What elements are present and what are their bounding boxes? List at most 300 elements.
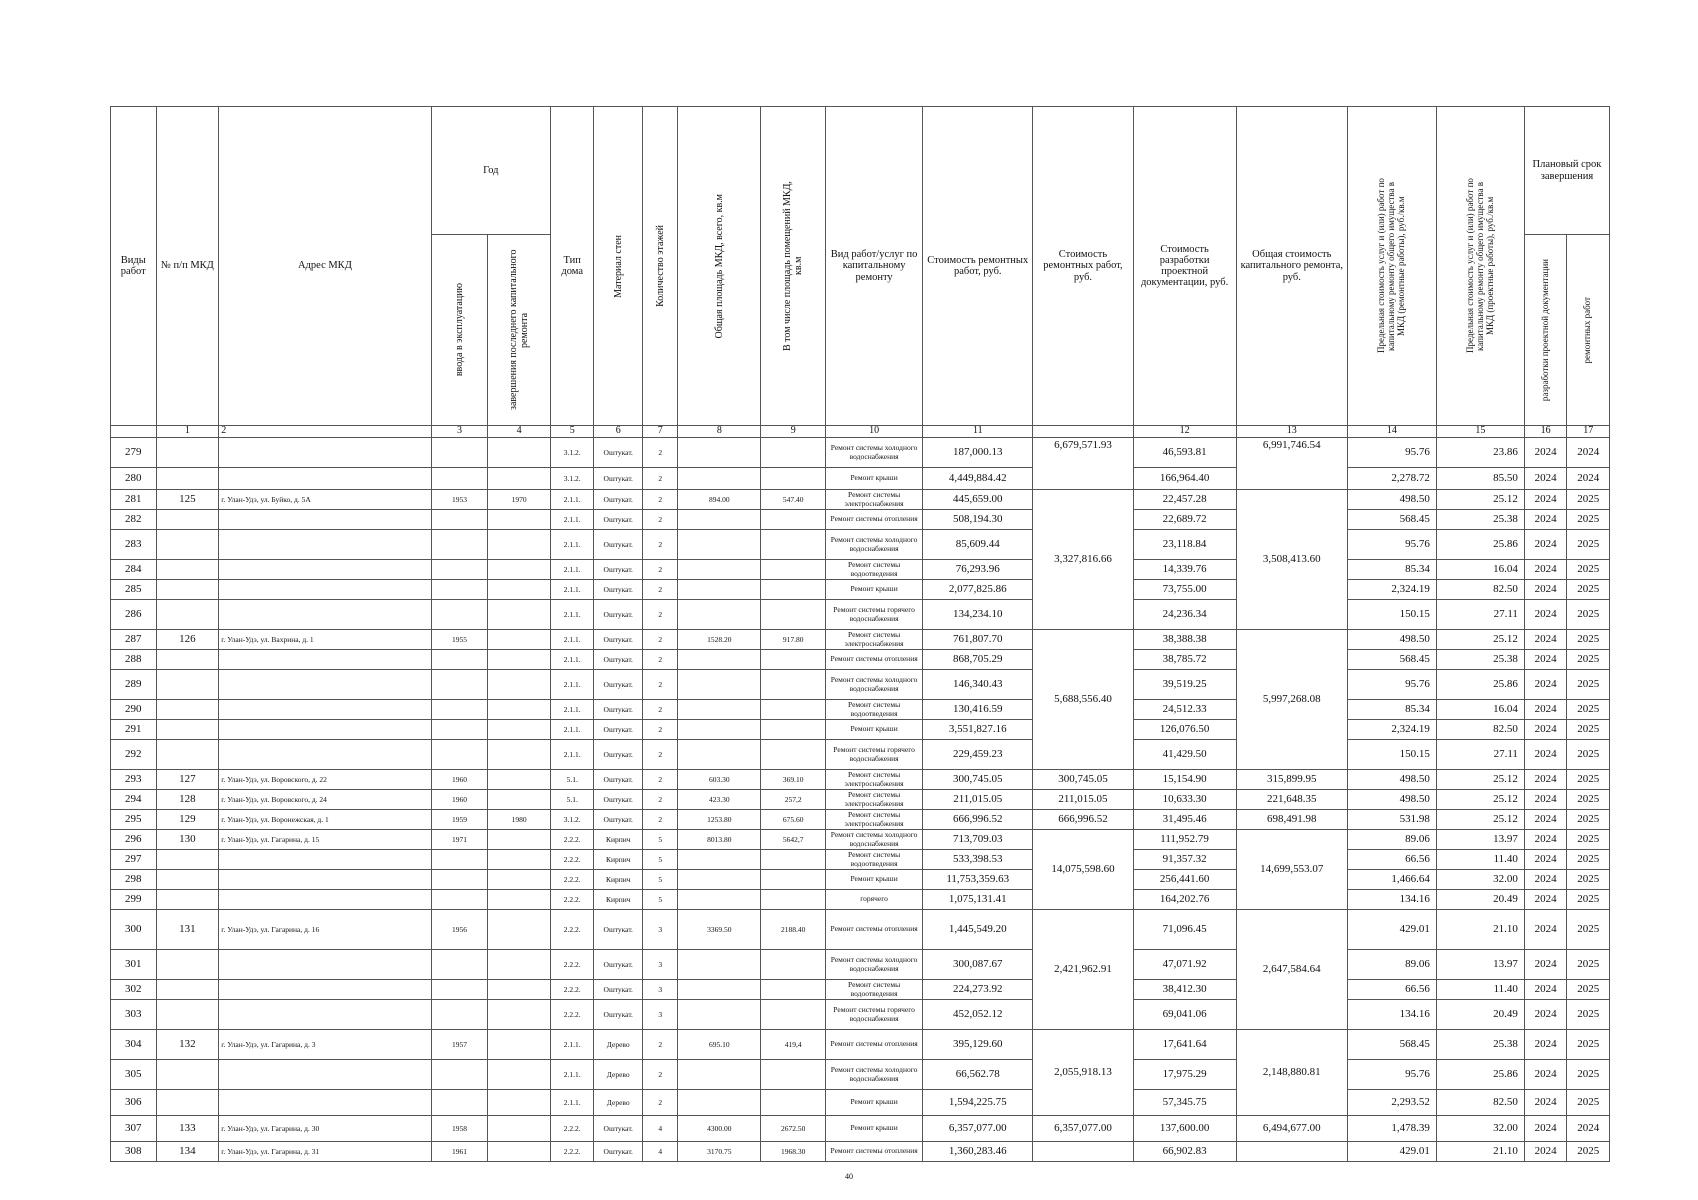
table-row [111,1000,1610,1030]
table-row [111,740,1610,770]
cell-work: горячего [826,890,923,910]
cell-cost: 300,087.67 [923,950,1033,980]
cell-addr: г. Улан-Удэ, ул. Вахрина, д. 1 [219,630,431,650]
cell-cost: 452,052.12 [923,1000,1033,1030]
group-repair-cost: 14,075,598.60 [1033,830,1133,910]
cell-fl: 2 [643,560,678,580]
col-num: 1 [156,426,219,438]
cell-n: 305 [111,1060,157,1090]
cell-n: 285 [111,580,157,600]
table-row [111,1090,1610,1116]
cell-area [678,1000,761,1030]
cell-p16: 2024 [1524,740,1566,770]
cell-proj: 164,202.76 [1133,890,1236,910]
col-num: 6 [594,426,643,438]
cell-lw: 2,324.19 [1347,580,1436,600]
table-row [111,890,1610,910]
cell-p17: 2025 [1567,810,1610,830]
cell-cost: 1,360,283.46 [923,1142,1033,1162]
cell-tip: 2.1.1. [550,670,593,700]
cell-n: 289 [111,670,157,700]
cell-vvod [431,1060,488,1090]
cell-lp: 11.40 [1436,850,1524,870]
table-row [111,670,1610,700]
cell-p17: 2025 [1567,790,1610,810]
cell-tip: 2.1.1. [550,510,593,530]
cell-tip: 2.1.1. [550,700,593,720]
col-num: 12 [1133,426,1236,438]
cell-proj: 24,512.33 [1133,700,1236,720]
cell-work: Ремонт системы водоотведения [826,560,923,580]
cell-np [156,580,219,600]
cell-cost: 761,807.70 [923,630,1033,650]
group-total-cost: 221,648.35 [1236,790,1347,810]
cell-area: 4300.00 [678,1116,761,1142]
cell-work: Ремонт системы электроснабжения [826,490,923,510]
cell-n: 300 [111,910,157,950]
cell-proj: 46,593.81 [1133,438,1236,468]
cell-addr [219,870,431,890]
table-row [111,870,1610,890]
cell-proj: 38,412.30 [1133,980,1236,1000]
col-num: 15 [1436,426,1524,438]
cell-zav [488,910,551,950]
cell-lw: 89.06 [1347,950,1436,980]
table-row [111,600,1610,630]
cell-p16: 2024 [1524,890,1566,910]
cell-mat: Оштукат. [594,490,643,510]
cell-zav [488,1116,551,1142]
cell-area: 1528.20 [678,630,761,650]
cell-area [678,530,761,560]
cell-vvod [431,850,488,870]
cell-proj: 15,154.90 [1133,770,1236,790]
cell-p16: 2024 [1524,700,1566,720]
cell-mat: Кирпич [594,850,643,870]
cell-p17: 2025 [1567,1142,1610,1162]
table-row [111,790,1610,810]
cell-fl: 3 [643,980,678,1000]
cell-pom: 419,4 [761,1030,826,1060]
cell-mat: Дерево [594,1030,643,1060]
cell-fl: 2 [643,1090,678,1116]
cell-work: Ремонт системы отопления [826,1142,923,1162]
table-row [111,560,1610,580]
cell-zav [488,950,551,980]
cell-mat: Оштукат. [594,630,643,650]
cell-zav [488,530,551,560]
cell-lw: 429.01 [1347,1142,1436,1162]
cell-p16: 2024 [1524,1142,1566,1162]
cell-tip: 2.2.2. [550,910,593,950]
cell-proj: 38,388.38 [1133,630,1236,650]
cell-p16: 2024 [1524,870,1566,890]
cell-n: 291 [111,720,157,740]
cell-zav: 1980 [488,810,551,830]
cell-np [156,1000,219,1030]
cell-fl: 2 [643,510,678,530]
cell-lp: 25.12 [1436,790,1524,810]
group-total-cost: 2,647,584.64 [1236,910,1347,1030]
cell-zav [488,740,551,770]
table-body [111,438,1610,1162]
col-num: 16 [1524,426,1566,438]
cell-work: Ремонт системы холодного водоснабжения [826,1060,923,1090]
cell-n: 298 [111,870,157,890]
cell-fl: 2 [643,530,678,560]
cell-mat: Оштукат. [594,950,643,980]
cell-vvod: 1960 [431,770,488,790]
header-address: Адрес МКД [219,107,431,426]
cell-fl: 2 [643,438,678,468]
cell-tip: 2.1.1. [550,1060,593,1090]
header-total-cost: Общая стоимость капитального ремонта, руб. [1236,107,1347,426]
cell-np [156,650,219,670]
cell-lw: 568.45 [1347,510,1436,530]
cell-lw: 531.98 [1347,810,1436,830]
cell-lw: 568.45 [1347,650,1436,670]
cell-zav [488,1000,551,1030]
cell-zav [488,438,551,468]
cell-pom [761,438,826,468]
table-row [111,530,1610,560]
col-num: 4 [488,426,551,438]
group-total-cost: 2,148,880.81 [1236,1030,1347,1116]
cell-work: Ремонт системы холодного водоснабжения [826,670,923,700]
cell-fl: 5 [643,890,678,910]
cell-n: 297 [111,850,157,870]
cell-vvod [431,468,488,490]
cell-lw: 2,293.52 [1347,1090,1436,1116]
cell-p16: 2024 [1524,770,1566,790]
table-row [111,770,1610,790]
col-num: 14 [1347,426,1436,438]
cell-p16: 2024 [1524,1060,1566,1090]
group-total-cost: 315,899.95 [1236,770,1347,790]
cell-addr: г. Улан-Удэ, ул. Воронежская, д. 1 [219,810,431,830]
cell-area [678,1060,761,1090]
cell-tip: 2.2.2. [550,1142,593,1162]
cell-vvod [431,890,488,910]
cell-lw: 429.01 [1347,910,1436,950]
cell-cost: 868,705.29 [923,650,1033,670]
cell-proj: 73,755.00 [1133,580,1236,600]
cell-vvod: 1960 [431,790,488,810]
cell-tip: 2.2.2. [550,830,593,850]
cell-lp: 82.50 [1436,720,1524,740]
cell-cost: 76,293.96 [923,560,1033,580]
cell-proj: 137,600.00 [1133,1116,1236,1142]
cell-zav [488,630,551,650]
col-num: 10 [826,426,923,438]
cell-area: 894.00 [678,490,761,510]
cell-mat: Оштукат. [594,790,643,810]
cell-lw: 85.34 [1347,560,1436,580]
cell-p16: 2024 [1524,438,1566,468]
cell-work: Ремонт системы водоотведения [826,700,923,720]
cell-tip: 2.2.2. [550,950,593,980]
cell-p17: 2025 [1567,830,1610,850]
col-num: 17 [1567,426,1610,438]
cell-lp: 25.86 [1436,670,1524,700]
cell-p17: 2025 [1567,720,1610,740]
table-row [111,580,1610,600]
cell-n: 296 [111,830,157,850]
cell-fl: 2 [643,468,678,490]
cell-fl: 4 [643,1116,678,1142]
cell-lp: 20.49 [1436,890,1524,910]
cell-addr [219,670,431,700]
cell-lp: 21.10 [1436,910,1524,950]
cell-addr [219,950,431,980]
cell-cost: 130,416.59 [923,700,1033,720]
cell-p16: 2024 [1524,530,1566,560]
cell-pom: 2188.40 [761,910,826,950]
cell-mat: Дерево [594,1060,643,1090]
group-total-cost: 5,997,268.08 [1236,630,1347,770]
cell-fl: 3 [643,1000,678,1030]
cell-p17: 2025 [1567,490,1610,510]
cell-np [156,530,219,560]
group-repair-cost: 300,745.05 [1033,770,1133,790]
cell-pom: 547.40 [761,490,826,510]
cell-addr [219,530,431,560]
cell-np [156,670,219,700]
table-row [111,438,1610,468]
cell-n: 295 [111,810,157,830]
cell-vvod: 1971 [431,830,488,850]
cell-np: 131 [156,910,219,950]
cell-lp: 25.12 [1436,770,1524,790]
cell-pom [761,650,826,670]
group-repair-cost [1033,1142,1133,1162]
cell-zav [488,870,551,890]
cell-fl: 2 [643,580,678,600]
cell-tip: 2.2.2. [550,850,593,870]
cell-fl: 2 [643,740,678,770]
cell-cost: 66,562.78 [923,1060,1033,1090]
cell-lp: 27.11 [1436,600,1524,630]
table-row [111,1030,1610,1060]
table-row [111,1060,1610,1090]
cell-np: 129 [156,810,219,830]
cell-addr: г. Улан-Удэ, ул. Воровского, д. 22 [219,770,431,790]
cell-vvod [431,720,488,740]
cell-mat: Оштукат. [594,810,643,830]
cell-area [678,870,761,890]
cell-lw: 89.06 [1347,830,1436,850]
cell-np [156,720,219,740]
cell-lw: 498.50 [1347,490,1436,510]
cell-area [678,950,761,980]
cell-addr [219,438,431,468]
cell-proj: 31,495.46 [1133,810,1236,830]
cell-lp: 82.50 [1436,580,1524,600]
cell-np [156,700,219,720]
cell-area [678,580,761,600]
cell-np: 126 [156,630,219,650]
cell-n: 288 [111,650,157,670]
cell-lp: 25.38 [1436,1030,1524,1060]
cell-p16: 2024 [1524,510,1566,530]
cell-addr: г. Улан-Удэ, ул. Гагарина, д. 3 [219,1030,431,1060]
cell-mat: Оштукат. [594,670,643,700]
cell-lp: 25.38 [1436,650,1524,670]
cell-work: Ремонт системы отопления [826,1030,923,1060]
cell-cost: 3,551,827.16 [923,720,1033,740]
cell-lw: 85.34 [1347,700,1436,720]
cell-zav [488,720,551,740]
cell-zav [488,510,551,530]
cell-tip: 2.1.1. [550,490,593,510]
cell-lw: 66.56 [1347,980,1436,1000]
cell-np: 125 [156,490,219,510]
cell-np [156,510,219,530]
cell-p16: 2024 [1524,560,1566,580]
cell-lw: 95.76 [1347,670,1436,700]
cell-pom [761,700,826,720]
cell-p16: 2024 [1524,950,1566,980]
cell-lw: 95.76 [1347,1060,1436,1090]
cell-vvod [431,650,488,670]
cell-pom [761,720,826,740]
cell-area: 603.30 [678,770,761,790]
cell-proj: 24,236.34 [1133,600,1236,630]
cell-mat: Оштукат. [594,700,643,720]
header-mkd-number: № п/п МКД [156,107,219,426]
cell-work: Ремонт крыши [826,468,923,490]
cell-lp: 20.49 [1436,1000,1524,1030]
cell-area: 1253.80 [678,810,761,830]
cell-vvod [431,600,488,630]
cell-mat: Оштукат. [594,580,643,600]
cell-p16: 2024 [1524,670,1566,700]
cell-work: Ремонт крыши [826,580,923,600]
cell-vvod [431,560,488,580]
col-num: 13 [1236,426,1347,438]
cell-mat: Оштукат. [594,530,643,560]
cell-area [678,700,761,720]
cell-addr [219,580,431,600]
cell-p17: 2025 [1567,600,1610,630]
cell-addr [219,740,431,770]
cell-p17: 2025 [1567,510,1610,530]
cell-pom [761,890,826,910]
cell-p16: 2024 [1524,810,1566,830]
cell-p17: 2025 [1567,770,1610,790]
cell-np [156,950,219,980]
cell-lw: 95.76 [1347,438,1436,468]
cell-pom: 917.80 [761,630,826,650]
cell-n: 279 [111,438,157,468]
cell-pom [761,1060,826,1090]
cell-work: Ремонт системы водоотведения [826,980,923,1000]
cell-mat: Оштукат. [594,980,643,1000]
cell-p17: 2025 [1567,870,1610,890]
table-row [111,490,1610,510]
cell-np: 132 [156,1030,219,1060]
cell-vvod: 1955 [431,630,488,650]
cell-mat: Оштукат. [594,720,643,740]
cell-tip: 3.1.2. [550,468,593,490]
cell-area [678,438,761,468]
cell-cost: 1,445,549.20 [923,910,1033,950]
cell-addr [219,850,431,870]
table-header [111,107,1610,438]
cell-cost: 11,753,359.63 [923,870,1033,890]
cell-proj: 14,339.76 [1133,560,1236,580]
cell-lw: 150.15 [1347,740,1436,770]
cell-area [678,600,761,630]
capital-repair-table [110,106,1610,1162]
cell-np: 127 [156,770,219,790]
cell-fl: 2 [643,720,678,740]
cell-cost: 1,075,131.41 [923,890,1033,910]
table-row [111,700,1610,720]
cell-mat: Дерево [594,1090,643,1116]
group-repair-cost: 2,421,962.91 [1033,910,1133,1030]
cell-proj: 41,429.50 [1133,740,1236,770]
cell-zav [488,980,551,1000]
cell-work: Ремонт системы электроснабжения [826,810,923,830]
cell-vvod [431,1000,488,1030]
cell-lw: 498.50 [1347,630,1436,650]
cell-fl: 2 [643,790,678,810]
cell-n: 294 [111,790,157,810]
cell-p17: 2025 [1567,890,1610,910]
header-plan-project: разработки проектной документации [1524,235,1566,426]
cell-addr [219,890,431,910]
cell-fl: 5 [643,830,678,850]
group-repair-cost: 6,357,077.00 [1033,1116,1133,1142]
cell-cost: 2,077,825.86 [923,580,1033,600]
cell-work: Ремонт системы холодного водоснабжения [826,950,923,980]
cell-p17: 2025 [1567,630,1610,650]
cell-p16: 2024 [1524,1090,1566,1116]
table-row [111,468,1610,490]
cell-proj: 39,519.25 [1133,670,1236,700]
cell-vvod [431,950,488,980]
cell-lp: 16.04 [1436,700,1524,720]
cell-p16: 2024 [1524,600,1566,630]
cell-mat: Оштукат. [594,560,643,580]
cell-n: 280 [111,468,157,490]
group-repair-cost: 6,679,571.93 [1033,438,1133,490]
cell-tip: 2.1.1. [550,560,593,580]
cell-pom [761,560,826,580]
cell-np: 133 [156,1116,219,1142]
cell-proj: 47,071.92 [1133,950,1236,980]
cell-area [678,510,761,530]
header-work-kinds: Виды работ [111,107,157,426]
cell-cost: 666,996.52 [923,810,1033,830]
cell-lp: 85.50 [1436,468,1524,490]
cell-pom [761,1090,826,1116]
cell-p16: 2024 [1524,980,1566,1000]
cell-np [156,1060,219,1090]
cell-p16: 2024 [1524,580,1566,600]
table-row [111,1142,1610,1162]
cell-work: Ремонт системы электроснабжения [826,630,923,650]
cell-proj: 10,633.30 [1133,790,1236,810]
cell-vvod [431,700,488,720]
cell-np: 130 [156,830,219,850]
cell-zav [488,1030,551,1060]
cell-n: 286 [111,600,157,630]
group-repair-cost: 2,055,918.13 [1033,1030,1133,1116]
cell-tip: 2.1.1. [550,720,593,740]
cell-pom: 369.10 [761,770,826,790]
